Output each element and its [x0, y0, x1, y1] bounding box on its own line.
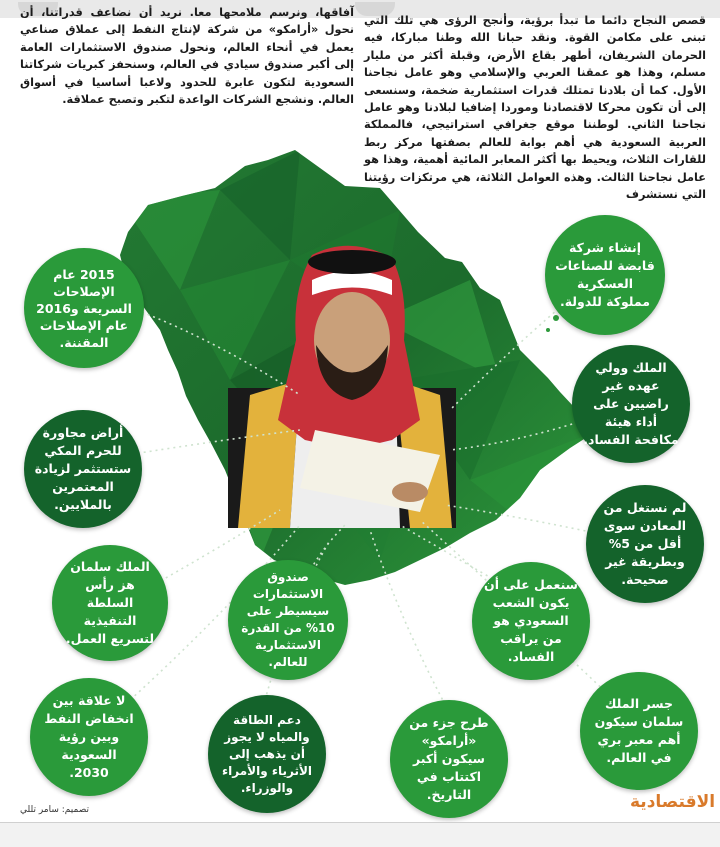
newspaper-logo: الاقتصادية: [630, 792, 716, 812]
circle-aramco-ipo: طرح جزء من «أرامكو» سيكون أكبر اكتتاب في التاريخ.: [390, 700, 508, 818]
circle-energy-subsidies: دعم الطاقة والمياه لا يجوز أن يذهب إلى الأثرياء والأمراء والوزراء.: [208, 695, 326, 813]
bottom-strip: [0, 822, 720, 847]
circle-minerals: لم نستغل من المعادن سوى أقل من 5% وبطريقة غير صحيحة.: [586, 485, 704, 603]
article-right-text: قصص النجاح دائما ما تبدأ برؤية، وأنجح الرؤى هي تلك التي تبنى على مكامن القوة. ونقد حبانا الله وطنا مباركا، فيه الحرمان الشريفان، أطهر بقاع الأرض، وقبلة أكثر من مليار مسلم، وهذا هو عمقنا العربي والإسلامي وهو عامل نجاحنا الأول. كما أن بلادنا تمتلك قدرات استثمارية ضخمة، وسنسعى إلى أن تكون محركا لاقتصادنا وموردا إضافيا لبلادنا وهو عامل نجاحنا الثاني. لوطننا موقع جغرافي استراتيجي، فالمملكة العربية السعودية هي أهم بوابة للعالم بصفتها مركز ربط للقارات الثلاث، ويحيط بها أكثر المعابر المائية أهمية، وهذا هو عامل نجاحنا الثالث. وهذه العوامل الثلاثة، هي مرتكزات رؤيتنا التي نستشرف: [364, 14, 706, 202]
persian-gulf-islands: [546, 315, 559, 332]
circle-anti-corruption: الملك وولي عهده غير راضيين على أداء هيئة مكافحة الفساد.: [572, 345, 690, 463]
article-left-text: آفاقها، ونرسم ملامحها معا. نريد أن نضاعف قدراتنا، أن نحول «أرامكو» من شركة لإنتاج النفط إلى عملاق صناعي يعمل في أنحاء العالم، ونحول صندوق الاستثمارات العامة إلى أكبر صندوق سيادي في العالم، وسنحفز كبريات شركاتنا السعودية لتكون عابرة للحدود ولاعبا أساسيا في أسواق العالم. ونشجع الشركات الواعدة لتكبر وتصبح عملاقة.: [20, 6, 354, 107]
circle-people-monitor: سنعمل على أن يكون الشعب السعودي هو من يراقب الفساد.: [472, 562, 590, 680]
designer-credit: تصميم: سامر تللي: [20, 805, 90, 815]
circle-oil-vision-2030: لا علاقة بين انخفاض النفط وبين رؤية السعودية 2030.: [30, 678, 148, 796]
circle-military-holding: إنشاء شركة قابضة للصناعات العسكرية مملوكة للدولة.: [545, 215, 665, 335]
circle-reforms-2015-2016: 2015 عام الإصلاحات السريعة و2016 عام الإصلاحات المقننة.: [24, 248, 144, 368]
circle-holy-mosque-lands: أراض مجاورة للحرم المكي ستستثمر لزيادة المعتمرين بالملايين.: [24, 410, 142, 528]
circle-executive-authority: الملك سلمان هز رأس السلطة التنفيذية لتسريع العمل.: [52, 545, 168, 661]
circle-king-salman-bridge: جسر الملك سلمان سيكون أهم معبر بري في العالم.: [580, 672, 698, 790]
circle-investment-fund: صندوق الاستثمارات سيسيطر على 10% من القدرة الاستثمارية للعالم.: [228, 560, 348, 680]
